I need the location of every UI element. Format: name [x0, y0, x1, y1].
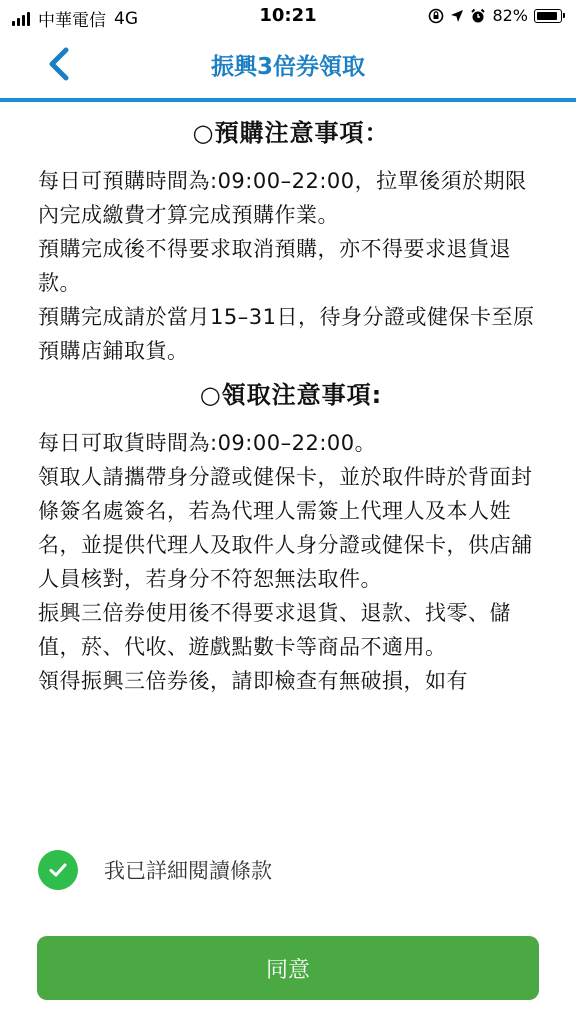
preorder-notice-section: [38, 116, 544, 368]
checkmark-icon: [47, 859, 69, 881]
network-type: 4G: [114, 8, 138, 29]
pickup-notice-section: [38, 378, 544, 698]
rotation-lock-icon: [428, 8, 444, 24]
status-right: [428, 6, 562, 25]
battery-icon: [534, 9, 562, 23]
paragraph: 每日可取貨時間為:09:00–22:00。: [38, 431, 377, 455]
status-time: 10:21: [259, 5, 317, 26]
paragraph: 每日可預購時間為:09:00–22:00，拉單後須於期限內完成繳費才算完成預購作業。: [38, 169, 527, 227]
section-title: ○預購注意事項：: [192, 119, 390, 147]
agreement-label: 我已詳細閱讀條款: [104, 859, 272, 883]
paragraph: 領得振興三倍券後，請即檢查有無破損，如有: [38, 669, 468, 693]
agree-button[interactable]: [37, 936, 539, 1000]
carrier-name: 中華電信: [38, 11, 106, 31]
section-title: ○領取注意事項:: [199, 381, 383, 409]
paragraph: 領取人請攜帶身分證或健保卡，並於取件時於背面封條簽名處簽名，若為代理人需簽上代理人及本人姓名，並提供代理人及取件人身分證或健保卡，供店舖人員核對，若身分不符恕無法取件。: [38, 465, 533, 591]
battery-percent: 82%: [492, 6, 528, 25]
terms-content[interactable]: [38, 106, 544, 820]
paragraph: 振興三倍券使用後不得要求退貨、退款、找零、儲值，菸、代收、遊戲點數卡等商品不適用。: [38, 601, 511, 659]
paragraph: 預購完成後不得要求取消預購，亦不得要求退貨退款。: [38, 237, 511, 295]
navigation-bar: [0, 32, 576, 102]
checkbox-checked[interactable]: [38, 850, 78, 890]
paragraph: 預購完成請於當月15–31日，待身分證或健保卡至原預購店鋪取貨。: [38, 305, 535, 363]
page-title: 振興3倍券領取: [210, 54, 365, 80]
status-bar: [0, 0, 576, 32]
alarm-icon: [470, 8, 486, 24]
location-arrow-icon: [450, 9, 464, 23]
agree-button-label: 同意: [265, 957, 310, 983]
agreement-checkbox-row[interactable]: [38, 848, 272, 892]
